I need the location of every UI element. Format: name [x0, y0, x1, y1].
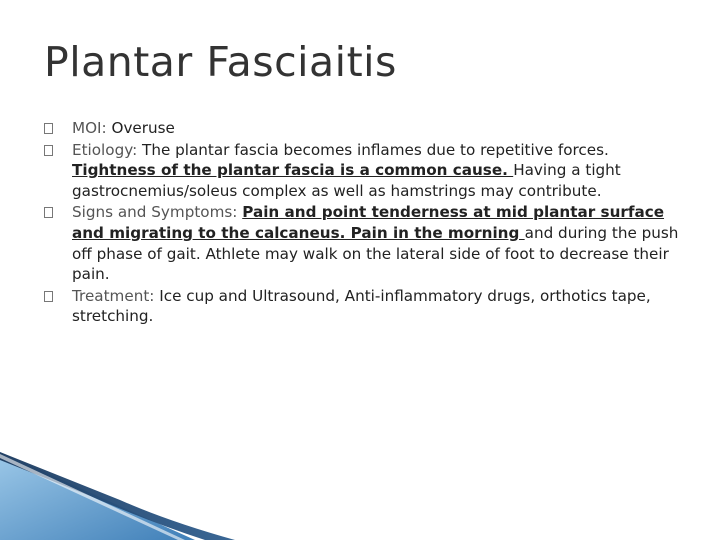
- bullet-treatment: [44, 286, 694, 327]
- bullet-text: Having a tight gastrocnemius/soleus complex as well as hamstrings may contribute.: [72, 161, 621, 200]
- bullet-label: MOI:: [72, 119, 112, 137]
- bullet-marker-icon: [44, 291, 53, 302]
- bullet-emphasis: Tightness of the plantar fascia is a common cause.: [72, 161, 514, 180]
- bullet-marker-icon: [44, 123, 53, 134]
- bullet-text: and during the push off phase of gait. Athlete may walk on the lateral side of foot to decrease their pain.: [72, 223, 679, 284]
- bullet-text: Ice cup and Ultrasound, Anti-inflammatory drugs, orthotics tape, stretching.: [72, 286, 651, 326]
- bullet-label: Treatment:: [72, 286, 160, 305]
- bullet-moi: [44, 118, 694, 139]
- bullet-list: [44, 118, 694, 328]
- slide-title: Plantar Fasciaitis: [44, 38, 397, 86]
- bullet-label: Etiology:: [72, 140, 143, 159]
- bullet-signs-symptoms: [44, 202, 694, 284]
- bullet-marker-icon: [44, 207, 53, 218]
- bullet-etiology: [44, 140, 694, 202]
- bullet-emphasis: Pain and point tenderness at mid plantar surface and migrating to the calcaneus. Pain in the morning: [72, 203, 665, 242]
- decorative-wave-graphic: [0, 440, 720, 540]
- bullet-label: Signs and Symptoms:: [72, 203, 243, 222]
- bullet-text: The plantar fascia becomes inflames due to repetitive forces.: [142, 140, 609, 159]
- bullet-text: Overuse: [111, 119, 175, 137]
- bullet-marker-icon: [44, 145, 53, 156]
